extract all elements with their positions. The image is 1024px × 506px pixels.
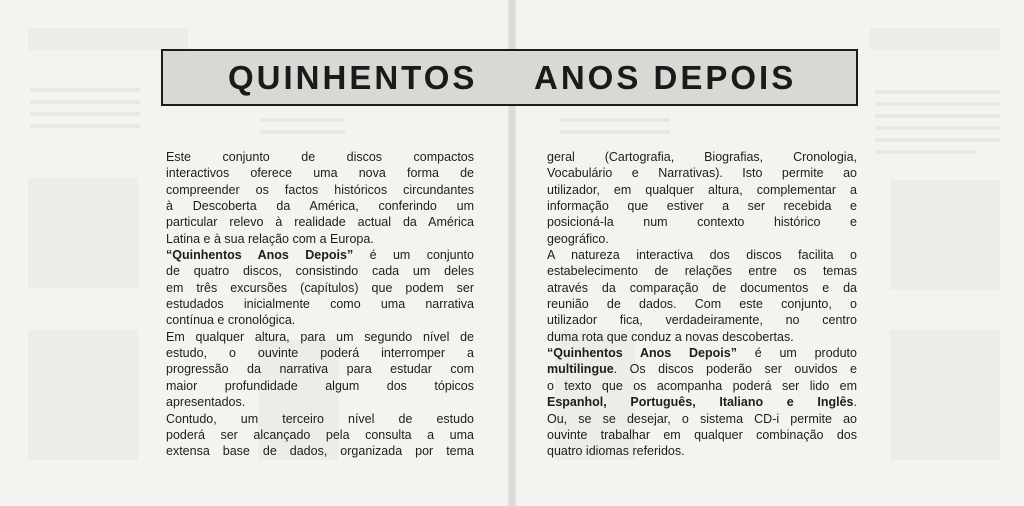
show-through-line xyxy=(875,114,1000,118)
product-name-bold: “Quinhentos Anos Depois” xyxy=(547,346,737,361)
text-line: progressão da narrativa para estudar com xyxy=(166,362,474,377)
title-word-left: QUINHENTOS xyxy=(228,59,478,96)
show-through-line xyxy=(30,100,140,104)
text-line: extensa base de dados, organizada por tema xyxy=(166,444,474,459)
right-text-column xyxy=(547,149,857,460)
text-line: de quatro discos, consistindo cada um deles xyxy=(166,264,474,279)
show-through-block xyxy=(28,178,138,288)
text-line-mixed xyxy=(547,394,857,410)
text-line: posicioná-la num contexto histórico e xyxy=(547,215,857,230)
text-line: reunião de dados. Com este conjunto, o xyxy=(547,297,857,312)
show-through-line xyxy=(30,88,140,92)
text-line: utilizador fica, verdadeiramente, no centro xyxy=(547,313,857,328)
text-line: estudados inicialmente como uma narrativa xyxy=(166,297,474,312)
show-through-block xyxy=(890,180,1000,290)
text-line: Vocabulário e Narrativas). Isto permite ao xyxy=(547,166,857,181)
text-line: particular relevo à realidade actual da América xyxy=(166,215,474,230)
text-line: duma rota que conduz a novas descobertas. xyxy=(547,329,794,344)
show-through-line xyxy=(30,124,140,128)
text-line: Contudo, um terceiro nível de estudo xyxy=(166,411,474,426)
text-line: através da comparação de documentos e da xyxy=(547,280,857,295)
show-through-line xyxy=(30,112,140,116)
product-name-bold: “Quinhentos Anos Depois” xyxy=(166,248,354,263)
show-through-line xyxy=(875,126,1000,130)
text-line: geral (Cartografia, Biografias, Cronologia, xyxy=(547,150,857,164)
show-through-block xyxy=(28,28,188,50)
show-through-line xyxy=(875,138,1000,142)
show-through-line xyxy=(875,102,1000,106)
text-line: Em qualquer altura, para um segundo nível de xyxy=(166,329,474,344)
show-through-line xyxy=(875,150,975,154)
text-line: contínua e cronológica. xyxy=(166,313,296,328)
text-line: utilizador, em qualquer altura, complementar a xyxy=(547,182,857,197)
text-line-mixed xyxy=(547,345,857,361)
text-line: poderá ser alcançado pela consulta a uma xyxy=(166,427,474,442)
text-fragment: é um produto xyxy=(736,346,857,361)
show-through-line xyxy=(560,118,670,122)
text-line-mixed xyxy=(547,361,857,377)
text-line: o texto que os acompanha poderá ser lido em xyxy=(547,378,857,393)
text-line-mixed xyxy=(166,247,474,263)
text-line: geográfico. xyxy=(547,231,609,246)
show-through-block xyxy=(890,330,1000,460)
left-text-column xyxy=(166,149,474,460)
show-through-line xyxy=(260,118,345,122)
text-line: à Descoberta da América, conferindo um xyxy=(166,199,474,214)
text-line: interactivos oferece uma nova forma de xyxy=(166,166,474,181)
show-through-line xyxy=(560,130,670,134)
text-line: Este conjunto de discos compactos xyxy=(166,150,474,164)
show-through-line xyxy=(260,130,345,134)
text-line: Ou, se se desejar, o sistema CD-i permite ao xyxy=(547,411,857,426)
text-fragment: é um conjunto xyxy=(353,248,474,263)
text-line: A natureza interactiva dos discos facilita o xyxy=(547,248,857,263)
text-line: em três excursões (capítulos) que podem ser xyxy=(166,280,474,295)
show-through-block xyxy=(28,330,138,460)
show-through-line xyxy=(875,90,1000,94)
show-through-block xyxy=(870,28,1000,50)
multilingue-bold: multilingue xyxy=(547,362,614,377)
text-fragment: . xyxy=(853,395,857,410)
languages-bold: Espanhol, Português, Italiano e Inglês xyxy=(547,395,854,410)
text-line: ouvinte trabalhar em qualquer combinação dos xyxy=(547,427,857,442)
text-line: apresentados. xyxy=(166,395,246,410)
text-line: quatro idiomas referidos. xyxy=(547,444,685,459)
text-line: informação que estiver a ser recebida e xyxy=(547,199,857,214)
text-line: Latina e à sua relação com a Europa. xyxy=(166,231,374,246)
text-line: estabelecimento de relações entre os temas xyxy=(547,264,857,279)
title-word-right: ANOS DEPOIS xyxy=(534,59,797,96)
text-line: compreender os factos históricos circundantes xyxy=(166,182,474,197)
text-fragment: . Os discos poderão ser ouvidos e xyxy=(613,362,857,377)
text-line: estudo, o ouvinte poderá interromper a xyxy=(166,346,474,361)
text-line: maior profundidade algum dos tópicos xyxy=(166,378,474,393)
